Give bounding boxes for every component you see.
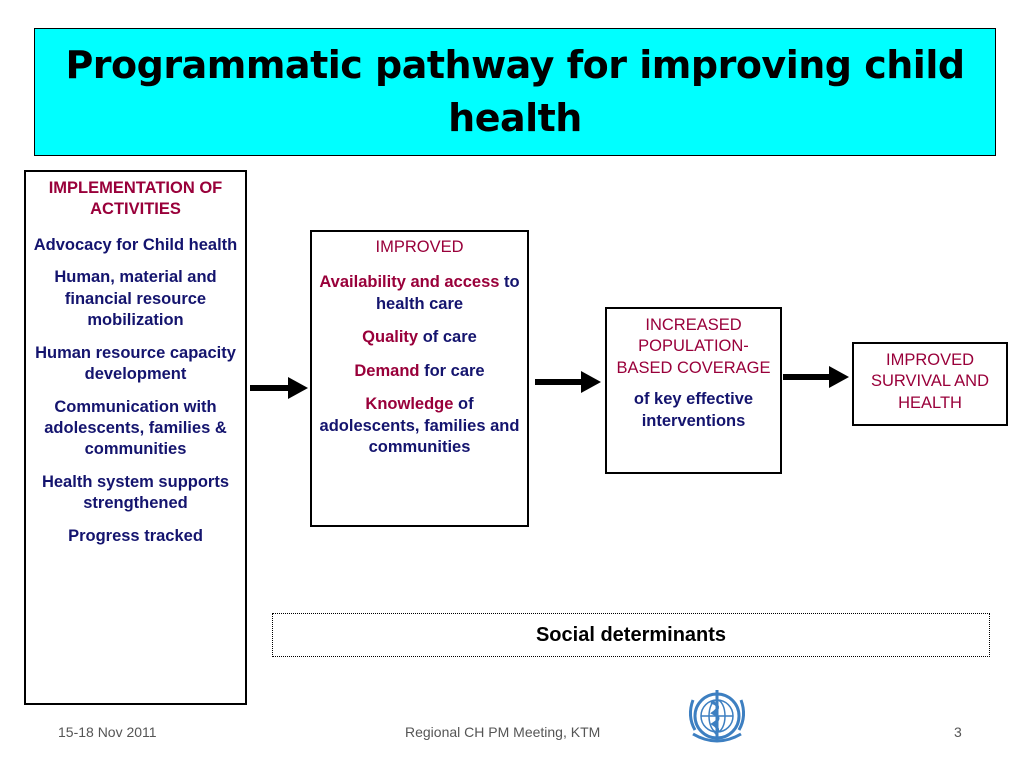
availability-rest: to health care xyxy=(375,273,520,313)
improved-heading: IMPROVED xyxy=(375,238,464,256)
coverage-body: of key effective interventions xyxy=(633,390,754,430)
knowledge-rest: of adolescents, families and communities xyxy=(319,395,520,457)
footer-page-number: 3 xyxy=(954,724,962,740)
activity-item: Human, material and financial resource mobilization xyxy=(54,268,217,330)
title-banner xyxy=(34,28,996,156)
arrow-right-icon xyxy=(250,375,310,401)
social-determinants-label: Social determinants xyxy=(535,623,727,646)
availability-line xyxy=(316,272,523,315)
demand-highlight: Demand xyxy=(354,361,420,380)
outcome-heading: IMPROVED SURVIVAL AND HEALTH xyxy=(871,351,989,412)
demand-line xyxy=(316,361,523,382)
activity-item: Progress tracked xyxy=(68,526,203,545)
demand-rest: for care xyxy=(424,361,485,380)
coverage-heading: INCREASED POPULATION-BASED COVERAGE xyxy=(616,316,771,377)
activity-item: Communication with adolescents, families & communities xyxy=(44,397,227,459)
footer-meeting: Regional CH PM Meeting, KTM xyxy=(405,724,601,740)
activity-item: Health system supports strengthened xyxy=(41,472,230,513)
implementation-heading: IMPLEMENTATION OF ACTIVITIES xyxy=(48,179,223,219)
arrow-right-icon xyxy=(535,369,603,395)
slide-title: Programmatic pathway for improving child health xyxy=(65,42,965,140)
quality-highlight: Quality xyxy=(362,328,419,347)
coverage-box xyxy=(605,307,782,474)
outcome-box xyxy=(852,342,1008,426)
social-determinants-box xyxy=(272,613,990,657)
footer-date: 15-18 Nov 2011 xyxy=(58,724,157,740)
arrow-right-icon xyxy=(783,364,851,390)
activity-item: Human resource capacity development xyxy=(35,343,236,384)
knowledge-line xyxy=(316,394,523,458)
knowledge-highlight: Knowledge xyxy=(365,395,454,414)
improved-box xyxy=(310,230,529,527)
activity-item: Advocacy for Child health xyxy=(33,235,238,254)
quality-rest: of care xyxy=(422,328,477,347)
implementation-box xyxy=(24,170,247,705)
quality-line xyxy=(316,327,523,348)
who-logo-icon xyxy=(683,686,751,748)
availability-highlight: Availability and access xyxy=(319,273,500,292)
